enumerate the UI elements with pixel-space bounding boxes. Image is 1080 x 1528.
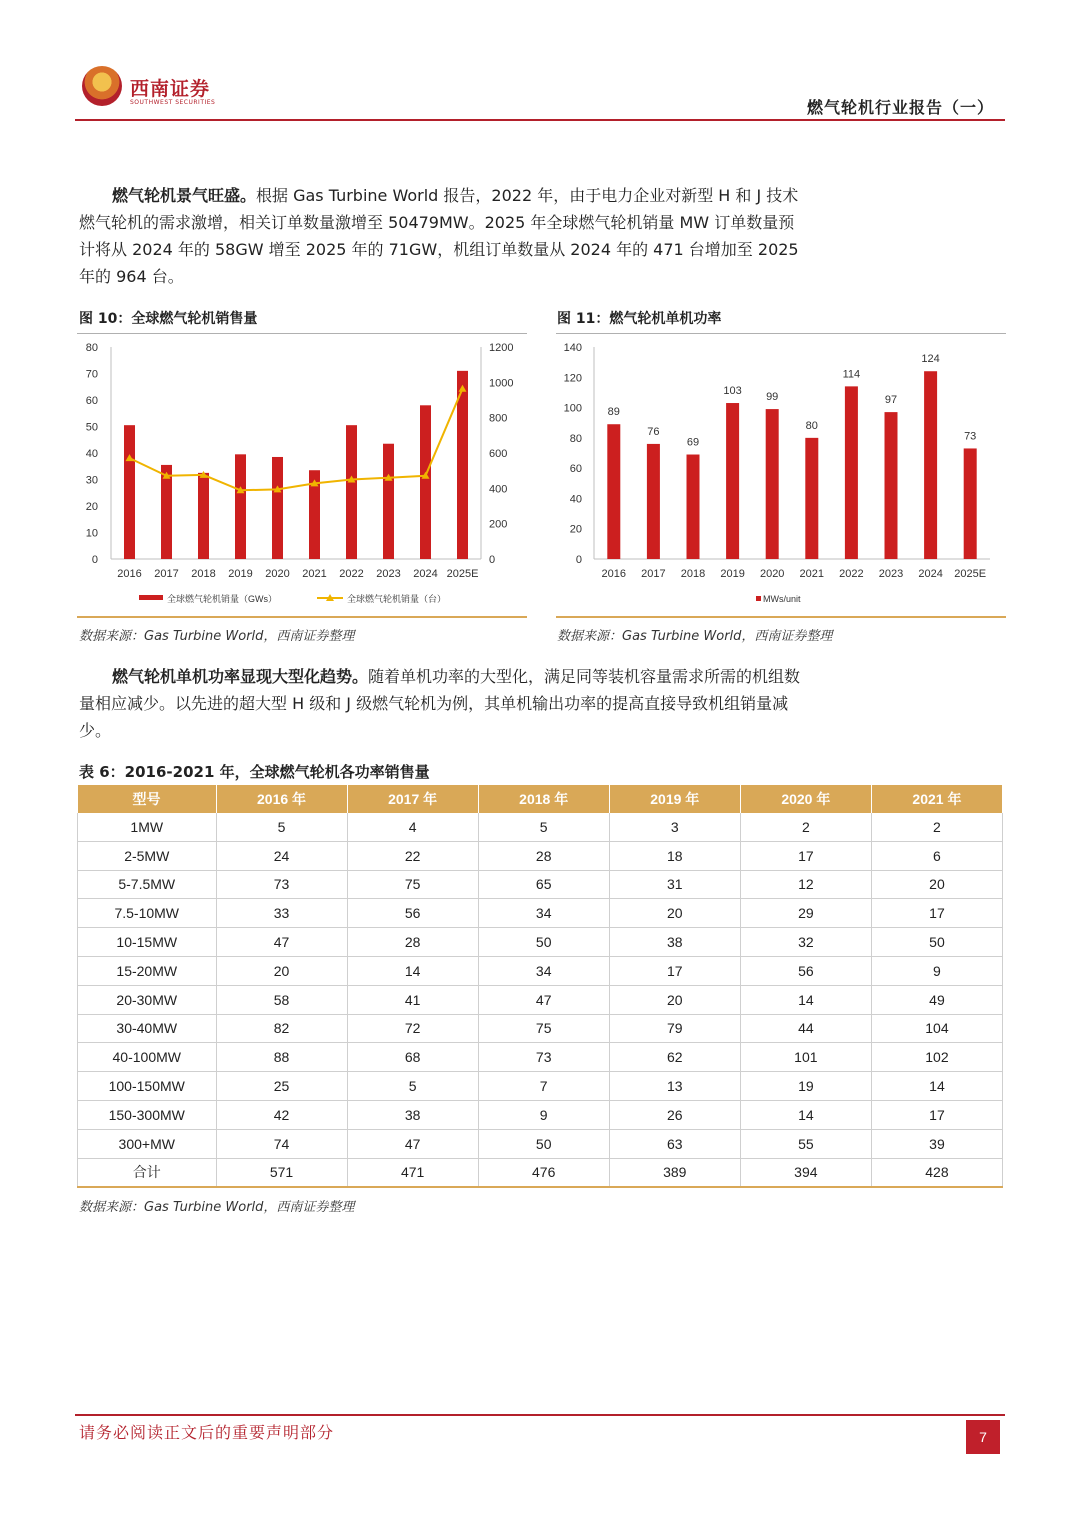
table-row bbox=[78, 1129, 1003, 1158]
y-tick-label-left: 60 bbox=[85, 395, 98, 407]
page-number: 7 bbox=[966, 1420, 1000, 1454]
bar-unit-power bbox=[924, 371, 937, 559]
table-row-label: 10-15MW bbox=[78, 928, 217, 957]
table-header-row bbox=[78, 785, 1003, 813]
table-total-row bbox=[78, 1158, 1003, 1187]
table-row-label: 15-20MW bbox=[78, 956, 217, 985]
logo-subtext: SOUTHWEST SECURITIES bbox=[130, 99, 216, 106]
table-cell: 55 bbox=[740, 1129, 871, 1158]
bar-unit-power bbox=[726, 403, 739, 559]
table-cell: 17 bbox=[871, 899, 1002, 928]
table-cell: 9 bbox=[871, 956, 1002, 985]
data-label: 103 bbox=[723, 385, 742, 398]
table-row-label: 100-150MW bbox=[78, 1072, 217, 1101]
x-tick-label: 2023 bbox=[376, 568, 401, 580]
table-cell: 5 bbox=[478, 813, 609, 841]
x-tick-label: 2016 bbox=[601, 568, 627, 580]
paragraph-body: 随着单机功率的大型化，满足同等装机容量需求所需的机组数量相应减少。以先进的超大型 H 级和 J 级燃气轮机为例，其单机输出功率的提高直接导致机组销量减少。 bbox=[79, 667, 801, 740]
table-header-cell: 2019 年 bbox=[609, 785, 740, 813]
table-cell: 73 bbox=[478, 1043, 609, 1072]
sales-by-power-table bbox=[77, 785, 1003, 1188]
header-divider bbox=[75, 119, 1005, 121]
y-tick-label-right: 400 bbox=[489, 483, 508, 496]
table-cell: 68 bbox=[347, 1043, 478, 1072]
table-row bbox=[78, 1014, 1003, 1043]
data-label: 89 bbox=[607, 406, 620, 419]
table-row-label: 5-7.5MW bbox=[78, 870, 217, 899]
table-cell: 63 bbox=[609, 1129, 740, 1158]
bar-unit-power bbox=[885, 412, 898, 559]
table-row bbox=[78, 928, 1003, 957]
table-row-label: 150-300MW bbox=[78, 1100, 217, 1129]
y-tick-label-left: 10 bbox=[85, 527, 98, 540]
y-tick-label-right: 200 bbox=[489, 518, 508, 531]
y-tick-label-right: 1200 bbox=[489, 342, 514, 354]
x-tick-label: 2017 bbox=[154, 568, 179, 580]
table-row bbox=[78, 985, 1003, 1014]
paragraph-lead: 燃气轮机景气旺盛。 bbox=[112, 186, 257, 205]
table-cell: 14 bbox=[871, 1072, 1002, 1101]
table-cell: 571 bbox=[216, 1158, 347, 1187]
table-header-cell: 2020 年 bbox=[740, 785, 871, 813]
x-tick-label: 2017 bbox=[641, 568, 666, 580]
table-row-label: 合计 bbox=[78, 1158, 217, 1187]
x-tick-label: 2025E bbox=[954, 568, 987, 580]
table-row bbox=[78, 870, 1003, 899]
y-tick-label-left: 50 bbox=[85, 421, 98, 434]
table-cell: 34 bbox=[478, 899, 609, 928]
table-row bbox=[78, 813, 1003, 841]
table-cell: 29 bbox=[740, 899, 871, 928]
table-cell: 20 bbox=[216, 956, 347, 985]
table-cell: 17 bbox=[740, 841, 871, 870]
bar-unit-power bbox=[766, 409, 779, 559]
table-cell: 17 bbox=[871, 1100, 1002, 1129]
table-cell: 75 bbox=[347, 870, 478, 899]
table-cell: 22 bbox=[347, 841, 478, 870]
x-tick-label: 2021 bbox=[799, 568, 825, 580]
y-tick-label-right: 800 bbox=[489, 412, 508, 425]
y-tick-label-left: 20 bbox=[85, 501, 98, 513]
table-row bbox=[78, 1100, 1003, 1129]
table-cell: 394 bbox=[740, 1158, 871, 1187]
bar-sales-gw bbox=[124, 425, 135, 559]
table-cell: 44 bbox=[740, 1014, 871, 1043]
table-cell: 58 bbox=[216, 985, 347, 1014]
y-tick-label-right: 1000 bbox=[489, 377, 514, 390]
table-cell: 28 bbox=[478, 841, 609, 870]
table-header-cell: 2017 年 bbox=[347, 785, 478, 813]
table-cell: 2 bbox=[871, 813, 1002, 841]
table-cell: 73 bbox=[216, 870, 347, 899]
table-cell: 50 bbox=[478, 1129, 609, 1158]
y-tick-label: 40 bbox=[569, 493, 582, 506]
table-header-cell: 2018 年 bbox=[478, 785, 609, 813]
data-label: 97 bbox=[884, 394, 898, 407]
table-cell: 20 bbox=[609, 985, 740, 1014]
y-tick-label: 60 bbox=[569, 463, 582, 476]
table-cell: 2 bbox=[740, 813, 871, 841]
y-tick-label: 80 bbox=[569, 432, 582, 445]
table-cell: 39 bbox=[871, 1129, 1002, 1158]
footer-disclaimer: 请务必阅读正文后的重要声明部分 bbox=[79, 1423, 335, 1442]
bar-unit-power bbox=[964, 448, 977, 559]
table-cell: 101 bbox=[740, 1043, 871, 1072]
table-cell: 102 bbox=[871, 1043, 1002, 1072]
legend-label-bar: 全球燃气轮机销量（GWs） bbox=[167, 594, 277, 604]
table-cell: 34 bbox=[478, 956, 609, 985]
logo-text: 西南证券 bbox=[130, 78, 211, 100]
table-cell: 24 bbox=[216, 841, 347, 870]
table-row-label: 2-5MW bbox=[78, 841, 217, 870]
table-cell: 28 bbox=[347, 928, 478, 957]
table-row bbox=[78, 899, 1003, 928]
x-tick-label: 2023 bbox=[878, 568, 904, 580]
legend-label-line: 全球燃气轮机销量（台） bbox=[347, 594, 447, 604]
bar-sales-gw bbox=[383, 444, 394, 559]
x-tick-label: 2022 bbox=[839, 568, 864, 580]
figure-11-source: 数据来源：Gas Turbine World，西南证券整理 bbox=[557, 629, 833, 644]
table-cell: 17 bbox=[609, 956, 740, 985]
x-tick-label: 2022 bbox=[339, 568, 364, 580]
table-cell: 49 bbox=[871, 985, 1002, 1014]
y-tick-label: 120 bbox=[563, 372, 582, 385]
y-tick-label-left: 0 bbox=[91, 554, 98, 566]
table-cell: 41 bbox=[347, 985, 478, 1014]
figure-10-source: 数据来源：Gas Turbine World，西南证券整理 bbox=[79, 629, 355, 644]
paragraph-body: 根据 Gas Turbine World 报告，2022 年，由于电力企业对新型 H 和 J 技术燃气轮机的需求激增，相关订单数量激增至 50479MW。2025 年全球燃气轮机销量 MW 订单数量预计将从 2024 年的 58GW 增至 2025 年的 71GW，机组订单数量从 2024 年的 471 台增加至 2025 年的 964 台。 bbox=[79, 186, 799, 286]
x-tick-label: 2024 bbox=[413, 568, 438, 580]
table-cell: 20 bbox=[871, 870, 1002, 899]
x-tick-label: 2020 bbox=[759, 568, 785, 580]
table-cell: 82 bbox=[216, 1014, 347, 1043]
legend-swatch bbox=[756, 596, 761, 601]
table-cell: 38 bbox=[347, 1100, 478, 1129]
bar-unit-power bbox=[607, 424, 620, 559]
x-tick-label: 2019 bbox=[228, 568, 253, 580]
figure-11-bottom-rule bbox=[556, 616, 1006, 618]
figure-10-bottom-rule bbox=[77, 616, 527, 618]
bar-sales-gw bbox=[198, 473, 209, 559]
table-row-label: 7.5-10MW bbox=[78, 899, 217, 928]
table-cell: 428 bbox=[871, 1158, 1002, 1187]
table-cell: 12 bbox=[740, 870, 871, 899]
y-tick-label-left: 80 bbox=[85, 342, 98, 354]
logo-icon bbox=[82, 66, 122, 106]
table-cell: 5 bbox=[347, 1072, 478, 1101]
table-row-label: 30-40MW bbox=[78, 1014, 217, 1043]
footer-divider bbox=[75, 1414, 1005, 1416]
table-cell: 20 bbox=[609, 899, 740, 928]
y-tick-label-left: 30 bbox=[85, 474, 98, 487]
paragraph-lead: 燃气轮机单机功率显现大型化趋势。 bbox=[112, 667, 369, 686]
data-label: 69 bbox=[686, 436, 700, 449]
table-cell: 32 bbox=[740, 928, 871, 957]
x-tick-label: 2025E bbox=[446, 568, 479, 580]
table-cell: 65 bbox=[478, 870, 609, 899]
table-cell: 47 bbox=[216, 928, 347, 957]
bar-sales-gw bbox=[346, 425, 357, 559]
table-cell: 4 bbox=[347, 813, 478, 841]
table-cell: 74 bbox=[216, 1129, 347, 1158]
table-cell: 72 bbox=[347, 1014, 478, 1043]
table-cell: 104 bbox=[871, 1014, 1002, 1043]
table-cell: 50 bbox=[871, 928, 1002, 957]
table-cell: 5 bbox=[216, 813, 347, 841]
table-cell: 9 bbox=[478, 1100, 609, 1129]
legend-swatch-bar bbox=[139, 595, 163, 600]
table-cell: 25 bbox=[216, 1072, 347, 1101]
data-label: 114 bbox=[842, 368, 861, 381]
data-label: 99 bbox=[766, 391, 779, 404]
bar-sales-gw bbox=[235, 454, 246, 559]
table-row bbox=[78, 841, 1003, 870]
y-tick-label: 140 bbox=[563, 342, 582, 354]
y-tick-label: 100 bbox=[563, 402, 582, 415]
x-tick-label: 2021 bbox=[302, 568, 327, 580]
report-title: 燃气轮机行业报告（一） bbox=[806, 98, 994, 117]
data-label: 76 bbox=[647, 425, 660, 438]
y-tick-label-left: 70 bbox=[85, 368, 98, 381]
x-tick-label: 2024 bbox=[918, 568, 943, 580]
x-tick-label: 2016 bbox=[117, 568, 142, 580]
table-cell: 7 bbox=[478, 1072, 609, 1101]
table-row bbox=[78, 956, 1003, 985]
figure-11-caption: 图 11：燃气轮机单机功率 bbox=[557, 311, 722, 327]
chart-unit-power bbox=[556, 335, 1006, 615]
table-cell: 389 bbox=[609, 1158, 740, 1187]
table-cell: 79 bbox=[609, 1014, 740, 1043]
table-cell: 6 bbox=[871, 841, 1002, 870]
table-row-label: 1MW bbox=[78, 813, 217, 841]
table-header-cell: 2016 年 bbox=[216, 785, 347, 813]
table-cell: 3 bbox=[609, 813, 740, 841]
table-cell: 33 bbox=[216, 899, 347, 928]
table-cell: 56 bbox=[347, 899, 478, 928]
bar-unit-power bbox=[647, 444, 660, 559]
table-cell: 56 bbox=[740, 956, 871, 985]
bar-unit-power bbox=[687, 455, 700, 559]
table-cell: 31 bbox=[609, 870, 740, 899]
figure-10-top-rule bbox=[77, 333, 527, 334]
paragraph-trend bbox=[79, 663, 809, 744]
x-tick-label: 2018 bbox=[191, 568, 216, 580]
paragraph-market bbox=[79, 182, 809, 290]
table-row-label: 300+MW bbox=[78, 1129, 217, 1158]
table-cell: 476 bbox=[478, 1158, 609, 1187]
table-row-label: 40-100MW bbox=[78, 1043, 217, 1072]
data-label: 80 bbox=[805, 419, 818, 432]
chart-gas-turbine-sales bbox=[77, 335, 527, 615]
table-row bbox=[78, 1072, 1003, 1101]
table-row-label: 20-30MW bbox=[78, 985, 217, 1014]
table-cell: 14 bbox=[347, 956, 478, 985]
bar-unit-power bbox=[805, 438, 818, 559]
bar-sales-gw bbox=[272, 457, 283, 559]
y-tick-label: 0 bbox=[575, 554, 582, 566]
figure-10-caption: 图 10：全球燃气轮机销售量 bbox=[79, 311, 258, 327]
table-cell: 75 bbox=[478, 1014, 609, 1043]
table-cell: 14 bbox=[740, 985, 871, 1014]
y-tick-label-left: 40 bbox=[85, 448, 98, 460]
table-cell: 42 bbox=[216, 1100, 347, 1129]
table-cell: 88 bbox=[216, 1043, 347, 1072]
table-cell: 38 bbox=[609, 928, 740, 957]
table-cell: 47 bbox=[478, 985, 609, 1014]
figure-11-top-rule bbox=[556, 333, 1006, 334]
x-tick-label: 2018 bbox=[680, 568, 706, 580]
x-tick-label: 2020 bbox=[265, 568, 290, 580]
table-cell: 50 bbox=[478, 928, 609, 957]
table-header-cell: 2021 年 bbox=[871, 785, 1002, 813]
table-cell: 471 bbox=[347, 1158, 478, 1187]
y-tick-label-right: 600 bbox=[489, 448, 508, 460]
table-cell: 14 bbox=[740, 1100, 871, 1129]
x-tick-label: 2019 bbox=[720, 568, 745, 580]
table-cell: 26 bbox=[609, 1100, 740, 1129]
table-header-cell: 型号 bbox=[78, 785, 217, 813]
table-6-caption: 表 6：2016-2021 年，全球燃气轮机各功率销售量 bbox=[79, 763, 430, 781]
y-tick-label: 20 bbox=[569, 523, 582, 536]
bar-sales-gw bbox=[161, 465, 172, 559]
table-row bbox=[78, 1043, 1003, 1072]
y-tick-label-right: 0 bbox=[489, 554, 496, 566]
bar-unit-power bbox=[845, 386, 858, 559]
table-cell: 47 bbox=[347, 1129, 478, 1158]
table-cell: 18 bbox=[609, 841, 740, 870]
data-label: 124 bbox=[921, 353, 940, 366]
line-sales-units bbox=[130, 389, 463, 491]
data-label: 73 bbox=[964, 430, 977, 443]
bar-sales-gw bbox=[420, 405, 431, 559]
table-cell: 62 bbox=[609, 1043, 740, 1072]
legend-label: MWs/unit bbox=[763, 594, 801, 604]
table-cell: 19 bbox=[740, 1072, 871, 1101]
table-cell: 13 bbox=[609, 1072, 740, 1101]
table-6-source: 数据来源：Gas Turbine World，西南证券整理 bbox=[79, 1200, 355, 1215]
